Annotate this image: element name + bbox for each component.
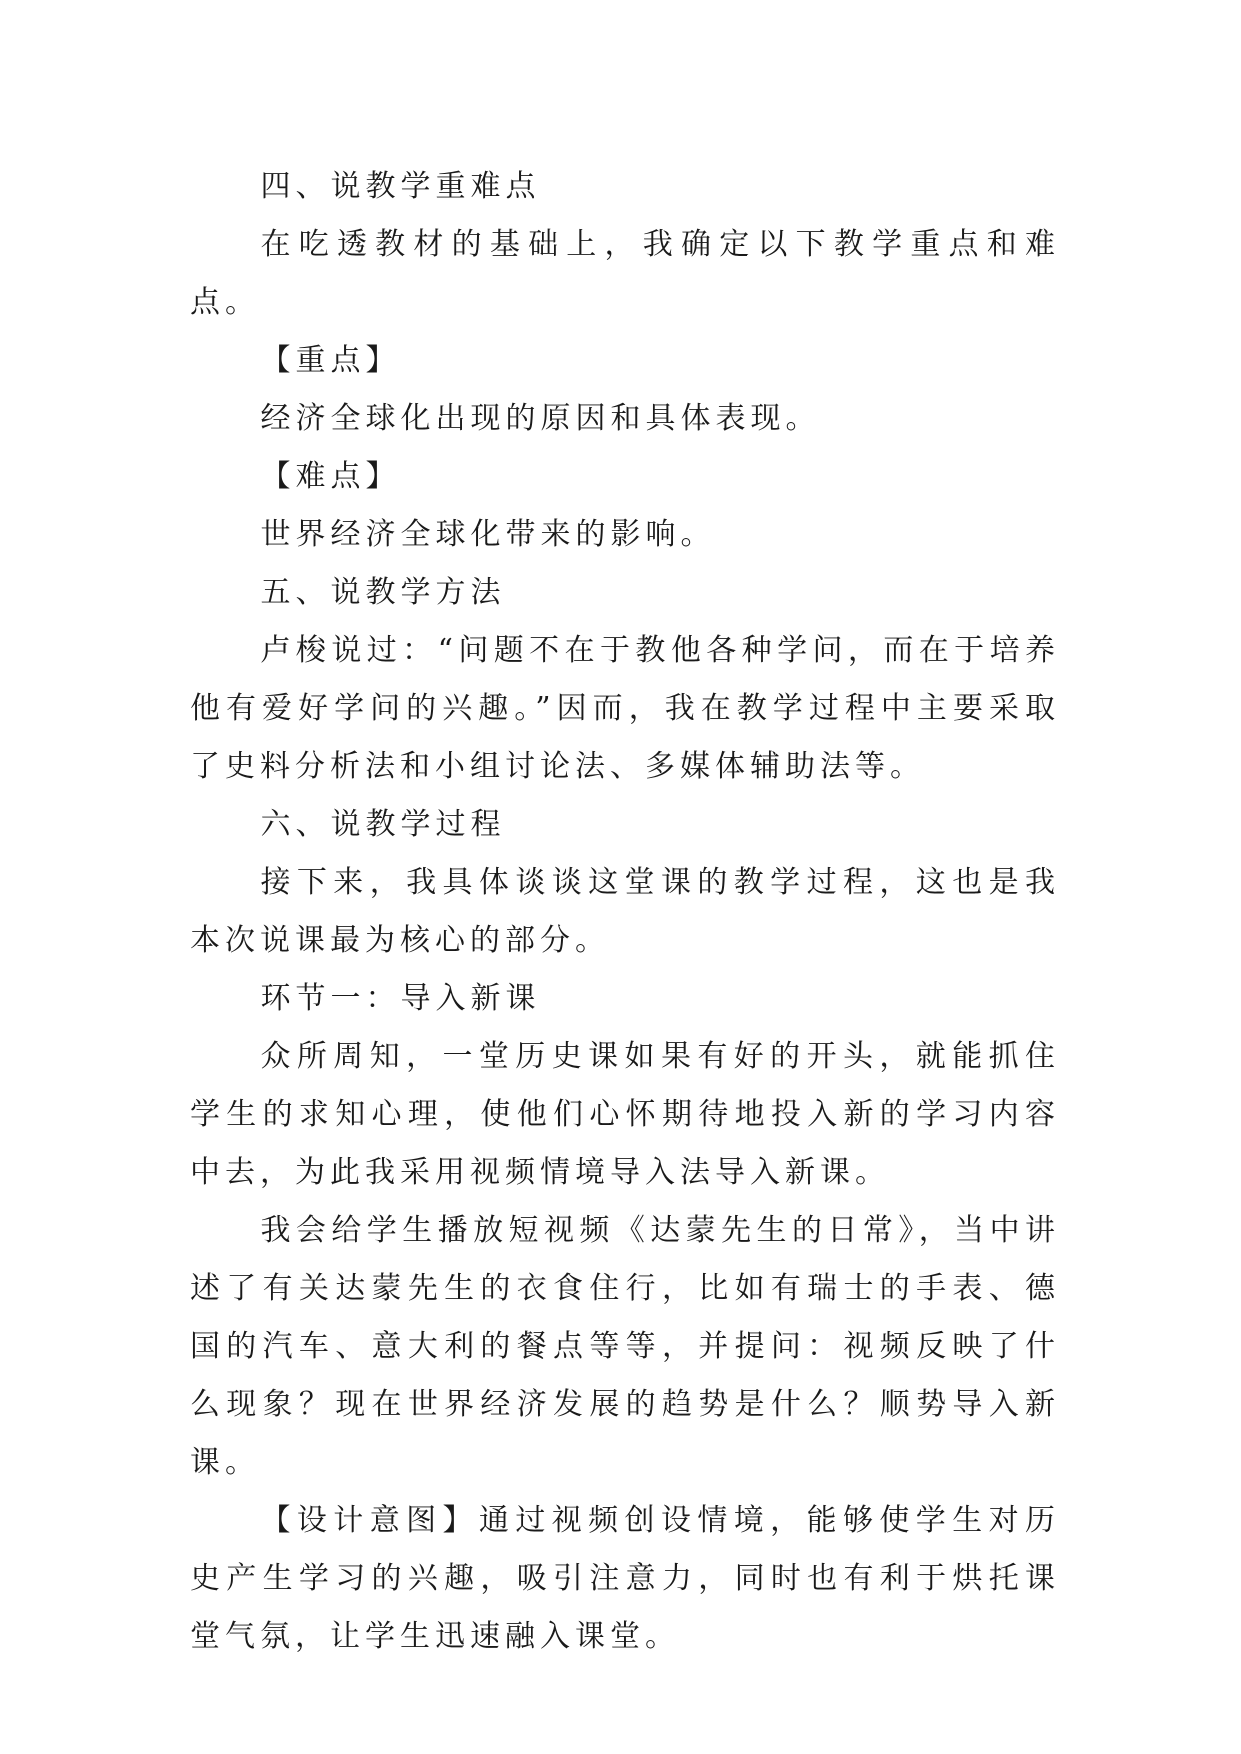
paragraph-video: 我会给学生播放短视频《达蒙先生的日常》，当中讲述了有关达蒙先生的衣食住行，比如有瑞士的手表、德国的汽车、意大利的餐点等等，并提问：视频反映了什么现象？现在世界经济发展的趋势是什么？顺势导入新课。	[190, 1213, 1060, 1480]
heading-step-one: 环节一：导入新课	[260, 981, 541, 1016]
heading-teaching-methods: 五、说教学方法	[260, 575, 506, 610]
heading-teaching-process: 六、说教学过程	[260, 807, 506, 842]
paragraph-teaching-methods: 卢梭说过：“问题不在于教他各种学问，而在于培养他有爱好学问的兴趣。”因而，我在教学过程中主要采取了史料分析法和小组讨论法、多媒体辅助法等。	[190, 633, 1060, 784]
paragraph-teaching-process: 接下来，我具体谈谈这堂课的教学过程，这也是我本次说课最为核心的部分。	[190, 865, 1060, 958]
label-key-point: 【重点】	[260, 343, 401, 378]
label-difficult-point: 【难点】	[260, 459, 401, 494]
paragraph-step-one: 众所周知，一堂历史课如果有好的开头，就能抓住学生的求知心理，使他们心怀期待地投入新的学习内容中去，为此我采用视频情境导入法导入新课。	[190, 1039, 1060, 1190]
paragraph-key-point: 经济全球化出现的原因和具体表现。	[260, 401, 821, 436]
paragraph-difficult-point: 世界经济全球化带来的影响。	[260, 517, 716, 552]
paragraph-design-intent: 【设计意图】通过视频创设情境，能够使学生对历史产生学习的兴趣，吸引注意力，同时也有利于烘托课堂气氛，让学生迅速融入课堂。	[190, 1503, 1060, 1654]
heading-key-points: 四、说教学重难点	[260, 169, 541, 204]
paragraph-intro: 在吃透教材的基础上，我确定以下教学重点和难点。	[190, 227, 1060, 320]
document-body	[190, 158, 1060, 1666]
